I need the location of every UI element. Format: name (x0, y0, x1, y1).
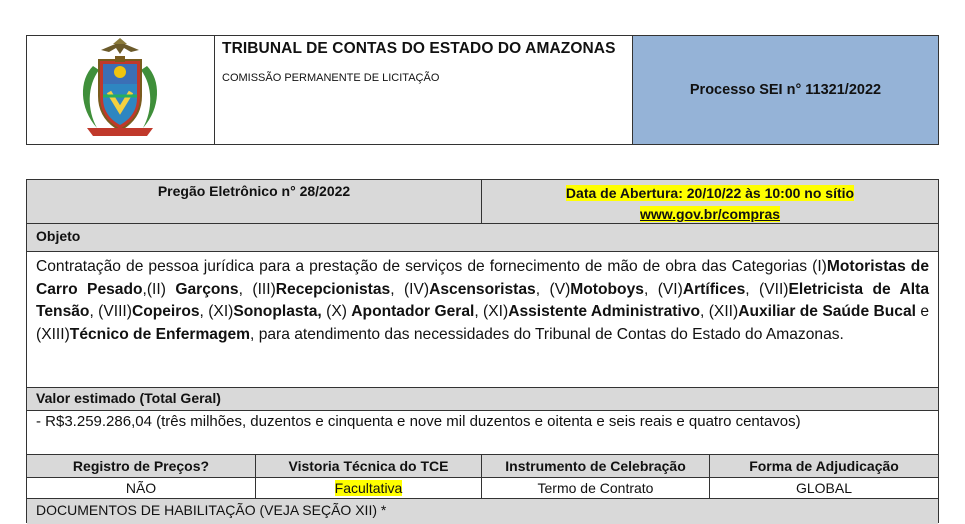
info-value-cell (27, 478, 255, 498)
objeto-category: Ascensoristas (429, 280, 536, 298)
header-registro-precos: Registro de Preços? (72, 458, 210, 474)
header-table (26, 35, 939, 145)
value-forma-adjudicacao: GLOBAL (795, 480, 853, 496)
objeto-category: Recepcionistas (275, 280, 391, 298)
header-forma-adjudicacao: Forma de Adjudicação (749, 458, 899, 474)
info-header-row (27, 454, 938, 477)
objeto-category: Sonoplasta, (233, 303, 322, 320)
objeto-text: ,(II) (142, 280, 176, 298)
objeto-text-row (27, 251, 938, 387)
objeto-text: , (V) (535, 280, 571, 298)
docs-label-row (27, 498, 938, 524)
value-vistoria-tecnica: Facultativa (334, 480, 403, 496)
pregao-row (27, 180, 938, 223)
objeto-text: , (XI) (474, 303, 509, 320)
org-title-cell (214, 36, 633, 144)
info-value-row (27, 477, 938, 498)
objeto-category: Motoboys (570, 280, 644, 298)
info-header-cell (27, 455, 255, 477)
objeto-paragraph (36, 256, 929, 346)
opening-date: Data de Abertura: 20/10/22 às 10:00 no sítio (565, 185, 855, 201)
info-value-cell (481, 478, 709, 498)
info-header-cell (709, 455, 938, 477)
objeto-category: Apontador Geral (351, 303, 475, 320)
pregao-title: Pregão Eletrônico n° 28/2022 (157, 183, 351, 199)
objeto-text: Contratação de pessoa jurídica para a prestação de serviços de fornecimento de mão de obra das Categorias (I) (36, 258, 827, 275)
objeto-text: e (XIII) (36, 303, 930, 343)
info-header-cell (255, 455, 481, 477)
info-value-cell (709, 478, 938, 498)
valor-label: Valor estimado (Total Geral) (36, 390, 221, 406)
valor-label-row (27, 387, 938, 410)
logo-cell (27, 36, 215, 144)
value-instrumento: Termo de Contrato (537, 480, 654, 496)
objeto-text: , (XI) (199, 303, 234, 320)
org-subtitle: COMISSÃO PERMANENTE DE LICITAÇÃO (222, 72, 440, 84)
objeto-category: Técnico de Enfermagem (69, 325, 251, 343)
org-title: TRIBUNAL DE CONTAS DO ESTADO DO AMAZONAS (222, 40, 616, 57)
objeto-text: , (VI) (643, 280, 683, 298)
objeto-text: , (VIII) (89, 303, 132, 320)
objeto-label: Objeto (36, 228, 81, 244)
objeto-text: , (XII) (700, 303, 739, 320)
info-header-cell (481, 455, 709, 477)
docs-label: DOCUMENTOS DE HABILITAÇÃO (VEJA SEÇÃO XII) * (36, 502, 387, 518)
valor-text: - R$3.259.286,04 (três milhões, duzentos e cinquenta e nove mil duzentos e oitenta e seis reais e quatro centavos) (36, 413, 801, 430)
header-instrumento: Instrumento de Celebração (505, 458, 686, 474)
objeto-text: , (IV) (390, 280, 430, 298)
objeto-text: , (III) (238, 280, 276, 298)
objeto-category: Artífices (682, 280, 746, 298)
header-vistoria-tecnica: Vistoria Técnica do TCE (288, 458, 449, 474)
main-table (26, 179, 939, 523)
valor-text-row (27, 410, 938, 454)
opening-cell (481, 180, 938, 223)
objeto-category: Motoristas de Carro Pesado (36, 258, 929, 298)
objeto-category: Assistente Administrativo (508, 303, 701, 320)
process-cell (633, 36, 938, 144)
objeto-text: , para atendimento das necessidades do Tribunal de Contas do Estado do Amazonas. (250, 325, 844, 343)
objeto-category: Auxiliar de Saúde Bucal (738, 303, 916, 320)
process-number: Processo SEI n° 11321/2022 (689, 82, 882, 98)
objeto-text: , (VII) (745, 280, 789, 298)
value-registro-precos: NÃO (125, 480, 157, 496)
objeto-text: (X) (321, 303, 352, 320)
info-value-cell (255, 478, 481, 498)
objeto-label-row (27, 223, 938, 251)
objeto-category: Eletricista de Alta Tensão (36, 280, 929, 320)
opening-site-link[interactable]: www.gov.br/compras (639, 206, 781, 222)
coat-of-arms-icon (27, 36, 214, 144)
pregao-cell (27, 180, 481, 223)
objeto-category: Copeiros (131, 303, 200, 320)
objeto-category: Garçons (175, 280, 239, 298)
